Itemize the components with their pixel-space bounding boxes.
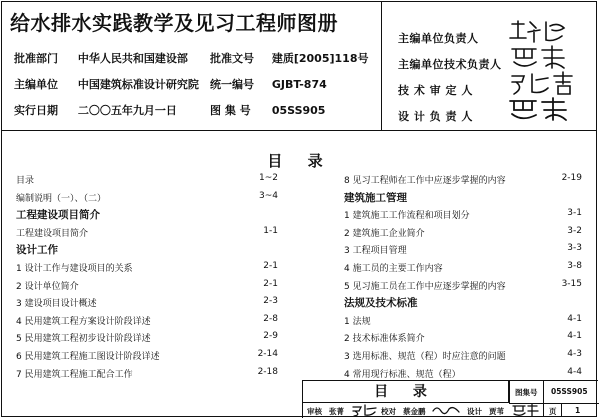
signature-tech [506,44,586,70]
toc-section-heading: 法规及技术标准 [344,297,418,310]
effective-date [14,102,177,118]
toc-entry[interactable]: 2 设计单位简介 2-1 [16,278,278,292]
approve-dept [14,50,188,66]
divider [543,381,544,417]
toc-entry[interactable]: 工程建设项目简介 1-1 [16,225,278,239]
toc-entry[interactable]: 3 选用标准、规范（程）时应注意的问题 4-3 [344,348,582,362]
toc-entry[interactable]: 4 施工员的主要工作内容 3-8 [344,260,582,274]
atlas-no-label: 图 集 号 [210,104,251,117]
toc-entry[interactable]: 3 工程项目管理 3-3 [344,243,582,257]
uniform-no [210,76,327,92]
uniform-no-value: GJBT-874 [271,78,327,91]
responsible-role: 主编单位负责人 [398,32,479,45]
header-block [2,2,596,131]
tb-page-no: 1 [575,406,581,415]
toc-entry[interactable]: 编制说明（一）、（二） 3~4 [16,190,278,204]
tb-checker-signature [431,403,461,417]
tb-check-label: 校对 [381,407,396,416]
toc-entry[interactable]: 1 设计工作与建设项目的关系 2-1 [16,260,278,274]
signature-chief [506,18,586,44]
editor [14,76,199,92]
tb-reviewer: 张菁 [329,407,344,416]
toc-entry[interactable]: 5 民用建筑工程初步设计阶段详述 2-9 [16,331,278,345]
atlas-no-value: 05SS905 [271,104,326,117]
toc-entry[interactable]: 7 民用建筑工程施工配合工作 2-18 [16,366,278,380]
tb-atlas-no-value: 05SS905 [551,387,588,396]
toc-section-heading: 设计工作 [16,244,58,257]
tb-designer-signature [511,403,539,417]
editor-label: 主编单位 [14,78,58,91]
toc-entry[interactable]: 4 常用现行标准、规范（程） 4-4 [344,366,582,380]
divider [561,403,562,417]
responsibles-block [386,2,596,130]
responsible-role: 技 术 审 定 人 [398,84,473,97]
tb-page-label: 页 [549,407,557,416]
approve-doc-label: 批准文号 [210,52,254,65]
toc-entry[interactable]: 1 法规 4-1 [344,313,582,327]
toc-left-column [16,170,278,381]
toc-entry[interactable]: 2 建筑施工企业简介 3-2 [344,225,582,239]
toc-heading: 目 录 [267,152,333,170]
toc-entry[interactable]: 1 建筑施工工作流程和项目划分 3-1 [344,208,582,222]
atlas-title: 给水排水实践教学及见习工程师图册 [10,11,338,35]
atlas-no [210,102,325,118]
header-info [2,2,382,130]
tb-atlas-no-label: 图集号 [515,388,538,397]
toc-entry[interactable]: 8 见习工程师在工作中应逐步掌握的内容 2-19 [344,173,582,186]
toc-section-heading: 建筑施工管理 [344,191,407,204]
toc-entry[interactable]: 4 民用建筑工程方案设计阶段详述 2-8 [16,313,278,327]
title-block-title: 目 录 [303,381,509,403]
toc-right-column [344,170,582,381]
tb-design-label: 设计 [467,407,482,416]
toc-entry[interactable]: 5 见习施工员在工作中应逐步掌握的内容 3-15 [344,278,582,292]
tb-review-label: 审核 [307,407,322,416]
signature-designer [506,96,586,122]
approve-dept-value: 中华人民共和国建设部 [77,52,188,65]
toc-entry[interactable]: 6 民用建筑工程施工图设计阶段详述 2-14 [16,348,278,362]
editor-value: 中国建筑标准设计研究院 [77,78,199,91]
date-label: 实行日期 [14,104,58,117]
toc-entry[interactable]: 2 技术标准体系简介 4-1 [344,331,582,345]
signature-reviewer [506,70,586,96]
divider [509,381,510,403]
tb-checker: 蔡金鹏 [403,407,426,416]
tb-reviewer-signature [351,403,379,417]
approve-doc-value: 建质[2005]118号 [271,52,369,65]
date-value: 二〇〇五年九月一日 [77,104,177,117]
responsible-role: 主编单位技术负责人 [398,58,502,71]
toc-section-heading: 工程建设项目简介 [16,209,100,222]
approve-doc [210,50,368,66]
toc-entry[interactable]: 目录 1~2 [16,173,278,186]
toc-entry[interactable]: 3 建设项目设计概述 2-3 [16,296,278,310]
approve-dept-label: 批准部门 [14,52,58,65]
title-block [302,380,598,418]
uniform-no-label: 统一编号 [210,78,254,91]
tb-designer: 贾苇 [489,407,504,416]
drawing-sheet [1,1,597,417]
responsible-role: 设 计 负 责 人 [398,110,473,123]
